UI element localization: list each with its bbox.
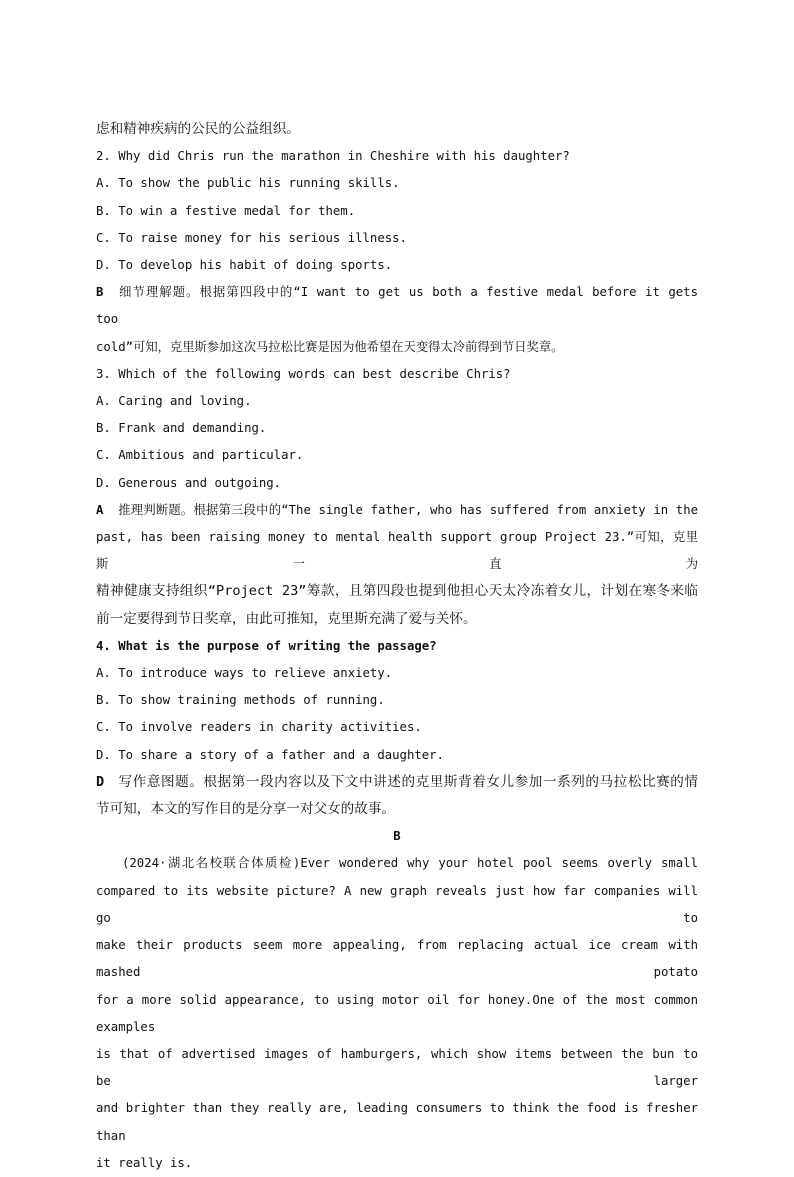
- question-4: 4. What is the purpose of writing the passage?: [96, 638, 437, 653]
- explanation-text: 精神健康支持组织“Project 23”筹款，且第四段也提到他担心天太冷冻着女儿，计划在寒冬来临: [96, 583, 698, 600]
- option-a: A. To introduce ways to relieve anxiety.: [96, 666, 393, 681]
- document-page: [96, 116, 698, 1177]
- option-a: A. To show the public his running skills.: [96, 176, 400, 191]
- explanation-text: cold”可知，克里斯参加这次马拉松比赛是因为他希望在天变得太冷前得到节日奖章。: [96, 339, 564, 354]
- question-2: 2. Why did Chris run the marathon in Cheshire with his daughter?: [96, 149, 570, 164]
- answer-explanation: [96, 279, 698, 333]
- answer-letter: B: [96, 285, 104, 300]
- answer-letter: D: [96, 773, 105, 790]
- explanation-text: past, has been raising money to mental health support group Project 23.”可知，克里斯一直为: [96, 530, 698, 572]
- passage-line: is that of advertised images of hamburgers, which show items between the bun to be larger: [96, 1046, 698, 1089]
- answer-letter: A: [96, 502, 104, 517]
- answer-explanation: [96, 769, 698, 796]
- explanation-text: 节可知，本文的写作目的是分享一对父女的故事。: [96, 801, 396, 818]
- option-b: B. Frank and demanding.: [96, 421, 267, 436]
- option-d: D. To develop his habit of doing sports.: [96, 258, 393, 273]
- answer-explanation: [96, 497, 698, 524]
- option-a: A. Caring and loving.: [96, 394, 252, 409]
- explanation-text: 写作意图题。根据第一段内容以及下文中讲述的克里斯背着女儿参加一系列的马拉松比赛的情: [118, 773, 698, 790]
- text-line: 虑和精神疾病的公民的公益组织。: [96, 121, 300, 137]
- option-c: C. To involve readers in charity activities.: [96, 720, 422, 735]
- passage-line: for a more solid appearance, to using motor oil for honey.One of the most common examples: [96, 992, 698, 1034]
- explanation-text: 推理判断题。根据第三段中的“The single father, who has suffered from anxiety in the: [118, 502, 698, 517]
- explanation-text: 细节理解题。根据第四段中的“I want to get us both a festive medal before it gets too: [96, 285, 698, 327]
- option-c: C. To raise money for his serious illness.: [96, 230, 407, 245]
- explanation-text: 前一定要得到节日奖章，由此可推知，克里斯充满了爱与关怀。: [96, 610, 477, 627]
- passage-line: compared to its website picture? A new graph reveals just how far companies will go to: [96, 883, 698, 925]
- passage-line: it really is.: [96, 1155, 193, 1170]
- option-c: C. Ambitious and particular.: [96, 448, 304, 463]
- option-b: B. To win a festive medal for them.: [96, 203, 356, 218]
- option-b: B. To show training methods of running.: [96, 693, 385, 708]
- section-heading: B: [393, 829, 401, 844]
- option-d: D. To share a story of a father and a daughter.: [96, 747, 444, 762]
- passage-line: (2024·湖北名校联合体质检)Ever wondered why your hotel pool seems overly small: [122, 856, 698, 871]
- passage-line: make their products seem more appealing, from replacing actual ice cream with mashed potato: [96, 938, 698, 980]
- option-d: D. Generous and outgoing.: [96, 475, 282, 490]
- passage-line: and brighter than they really are, leading consumers to think the food is fresher than: [96, 1101, 698, 1143]
- question-3: 3. Which of the following words can best describe Chris?: [96, 366, 511, 381]
